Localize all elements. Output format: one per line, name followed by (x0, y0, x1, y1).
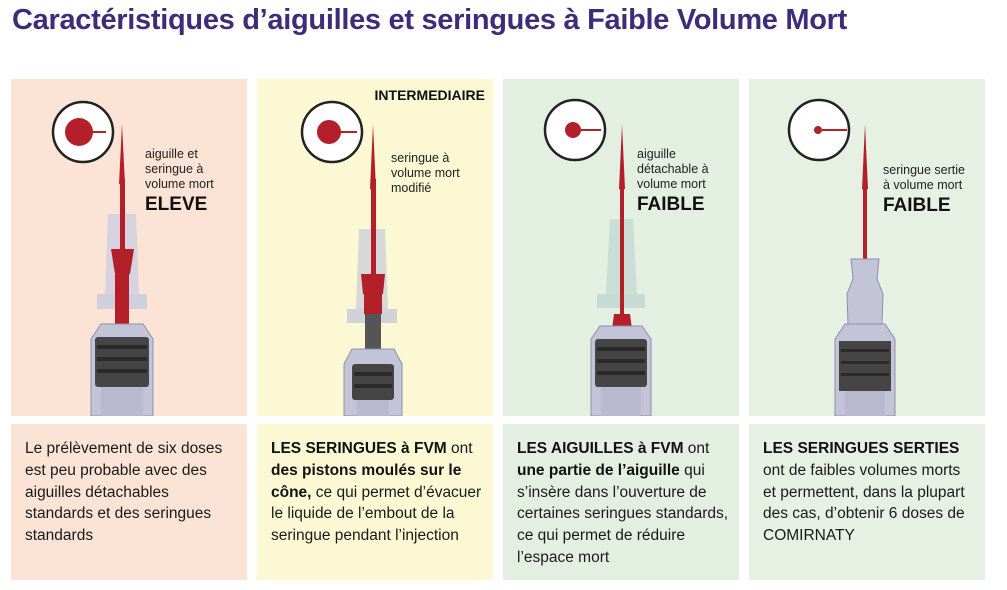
standard-syringe-illustration (11, 79, 247, 416)
intermediate-badge: INTERMEDIAIRE (374, 87, 485, 103)
syringe-caption: seringue sertie à volume mort FAIBLE (883, 163, 965, 216)
panel-low-dead-volume-needle (503, 79, 739, 416)
low-dead-volume-needle-illustration (503, 79, 739, 416)
panel-crimped-syringe (749, 79, 985, 416)
modified-syringe-illustration (257, 79, 493, 416)
panel-intermediate-dead-volume (257, 79, 493, 416)
dead-volume-level: FAIBLE (883, 195, 951, 216)
panel-high-dead-volume (11, 79, 247, 416)
syringe-caption: aiguille détachable à volume mort FAIBLE (637, 147, 709, 215)
dead-volume-level: FAIBLE (637, 194, 705, 215)
description-intermediate: LES SERINGUES à FVM ont des pistons moulés sur le cône, ce qui permet d’évacuer le liquide de l’embout de la seringue pendant l’injection (257, 424, 493, 580)
description-high: Le prélèvement de six doses est peu probable avec des aiguilles détachables standards et des seringues standards (11, 424, 247, 580)
syringe-caption: seringue à volume mort modifié (391, 151, 460, 195)
description-crimped: LES SERINGUES SERTIES ont de faibles volumes morts et permettent, dans la plupart des cas, d’obtenir 6 doses de COMIRNATY (749, 424, 985, 580)
crimped-syringe-illustration (749, 79, 985, 416)
description-needle: LES AIGUILLES à FVM ont une partie de l’aiguille qui s’insère dans l’ouverture de certaines seringues standards, ce qui permet de réduire l’espace mort (503, 424, 739, 580)
dead-volume-level: ELEVE (145, 194, 208, 215)
syringe-caption: aiguille et seringue à volume mort ELEVE (145, 147, 214, 215)
page-title: Caractéristiques d’aiguilles et seringues à Faible Volume Mort (12, 4, 848, 36)
